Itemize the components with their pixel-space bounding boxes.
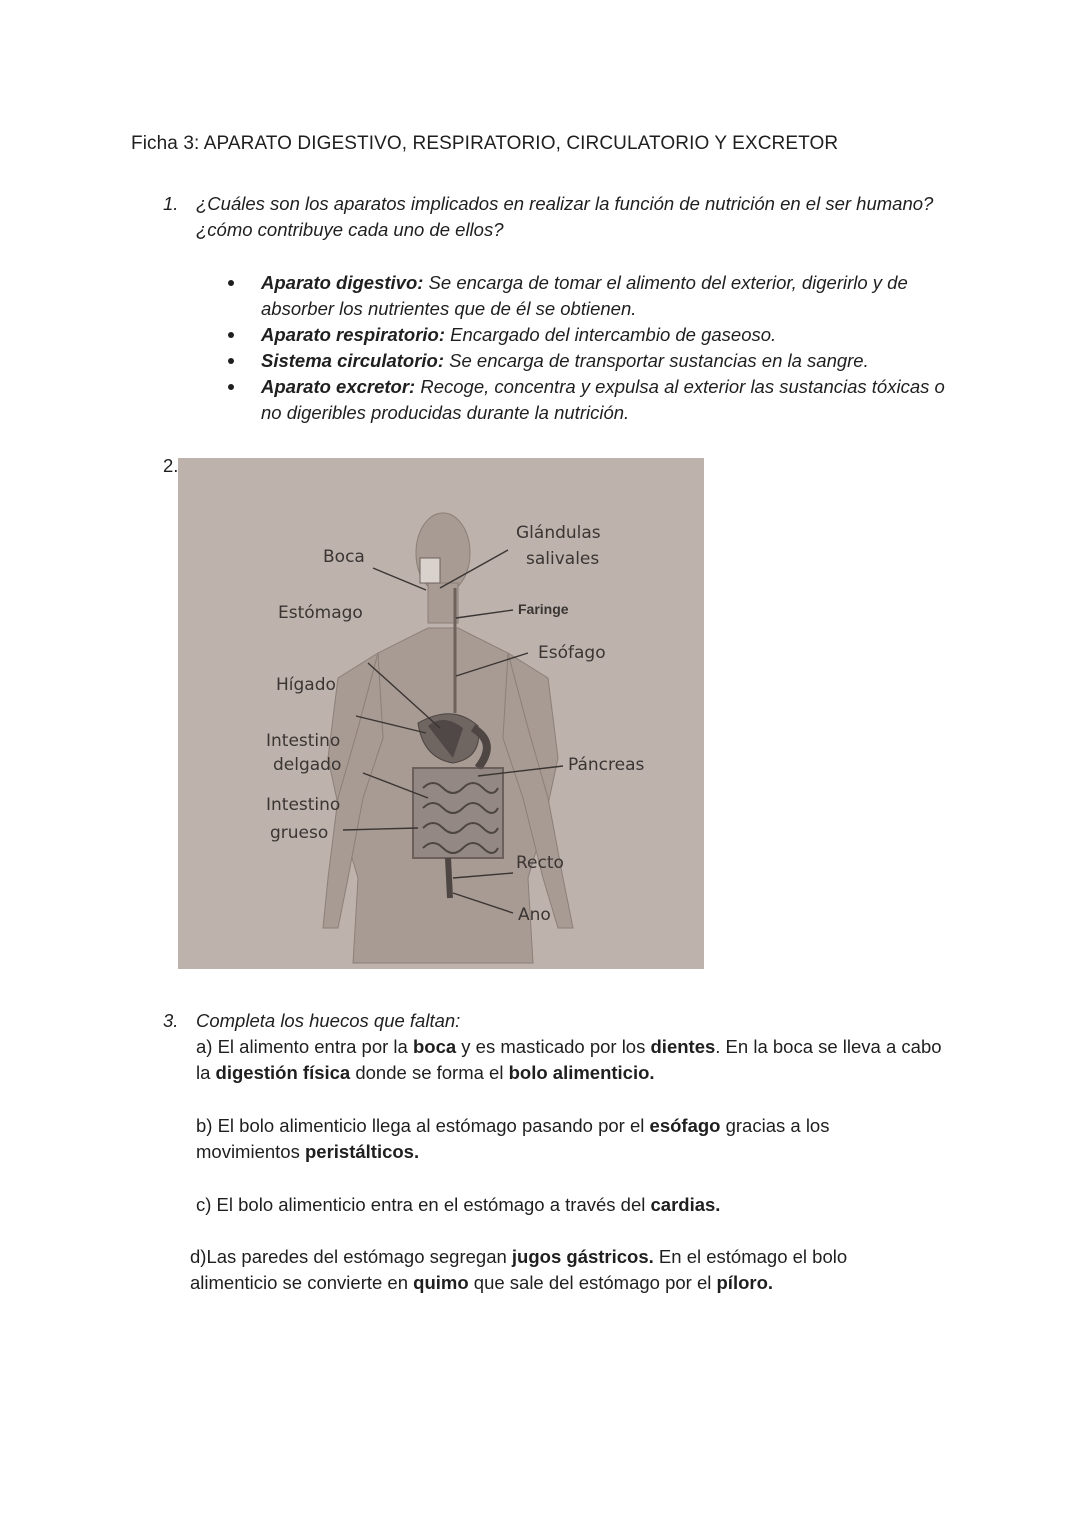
label-intestino-delgado-2: delgado <box>273 755 342 775</box>
list-item <box>228 348 948 374</box>
label-intestino-grueso-1: Intestino <box>266 795 341 815</box>
label-boca: Boca <box>323 547 365 567</box>
label-faringe: Faringe <box>518 601 569 617</box>
label-ano: Ano <box>518 905 551 925</box>
label-recto: Recto <box>516 853 564 873</box>
question-number: 2. <box>163 455 179 476</box>
list-item <box>228 374 948 426</box>
answer-text: gracias a los movimientos <box>196 1115 830 1162</box>
bullet-icon <box>228 332 234 338</box>
answer-text: a) El alimento entra por la <box>196 1036 413 1057</box>
digestive-system-diagram <box>178 458 704 969</box>
label-intestino-delgado-1: Intestino <box>266 731 341 751</box>
question-text: Completa los huecos que faltan: <box>196 1010 461 1031</box>
item-term: Sistema circulatorio: <box>261 350 445 371</box>
answer-bold: píloro. <box>716 1272 774 1293</box>
bullet-icon <box>228 280 234 286</box>
item-term: Aparato digestivo: <box>261 272 424 293</box>
answer-text: En el estómago el bolo alimenticio se convierte en <box>190 1246 848 1293</box>
question-text: ¿Cuáles son los aparatos implicados en realizar la función de nutrición en el ser humano?¿cómo contribuye cada uno de ellos? <box>196 193 934 240</box>
answer-text: que sale del estómago por el <box>468 1272 717 1293</box>
item-term: Aparato excretor: <box>261 376 416 397</box>
label-salivales: salivales <box>526 549 600 569</box>
item-description: Recoge, concentra y expulsa al exterior las sustancias tóxicas o no digeribles producidas durante la nutrición. <box>261 376 945 423</box>
answer-bold: jugos gástricos. <box>511 1246 654 1267</box>
answer-bold: digestión física <box>215 1062 351 1083</box>
item-term: Aparato respiratorio: <box>261 324 446 345</box>
answer-bold: peristálticos. <box>304 1141 420 1162</box>
answer-text: y es masticado por los <box>456 1036 651 1057</box>
bullet-icon <box>228 358 234 364</box>
list-item <box>228 270 948 322</box>
answer-d <box>190 1244 930 1296</box>
label-higado: Hígado <box>276 675 336 695</box>
label-esofago: Esófago <box>538 643 606 663</box>
answer-text: b) El bolo alimenticio llega al estómago pasando por el <box>196 1115 650 1136</box>
label-estomago: Estómago <box>278 603 363 623</box>
digestive-system-photo <box>178 458 704 969</box>
answer-a <box>196 1034 956 1086</box>
list-item <box>228 322 948 348</box>
question-3 <box>163 1008 963 1034</box>
item-description: Encargado del intercambio de gaseoso. <box>445 324 777 345</box>
bullet-icon <box>228 384 234 390</box>
answer-text: d)Las paredes del estómago segregan <box>190 1246 512 1267</box>
question-number: 3. <box>163 1010 179 1031</box>
label-intestino-grueso-2: grueso <box>270 823 329 843</box>
answer-list <box>228 270 948 426</box>
item-description: Se encarga de transportar sustancias en la sangre. <box>444 350 869 371</box>
label-pancreas: Páncreas <box>568 755 645 775</box>
answer-text: donde se forma el <box>350 1062 509 1083</box>
page-title: Ficha 3: APARATO DIGESTIVO, RESPIRATORIO, CIRCULATORIO Y EXCRETOR <box>131 133 839 154</box>
label-glandulas: Glándulas <box>516 523 601 543</box>
answer-c <box>196 1192 956 1218</box>
answer-b <box>196 1113 906 1165</box>
question-1 <box>163 191 943 243</box>
item-description: Se encarga de tomar el alimento del exterior, digerirlo y de absorber los nutrientes que de él se obtienen. <box>261 272 908 319</box>
answer-bold: dientes <box>650 1036 716 1057</box>
answer-bold: quimo <box>413 1272 469 1293</box>
answer-bold: bolo alimenticio. <box>508 1062 655 1083</box>
answer-bold: boca <box>412 1036 457 1057</box>
answer-bold: esófago <box>649 1115 721 1136</box>
answer-bold: cardias. <box>650 1194 721 1215</box>
question-number: 1. <box>163 193 179 214</box>
answer-text: c) El bolo alimenticio entra en el estómago a través del <box>196 1194 651 1215</box>
answer-text: . En la boca se lleva a cabo la <box>196 1036 942 1083</box>
